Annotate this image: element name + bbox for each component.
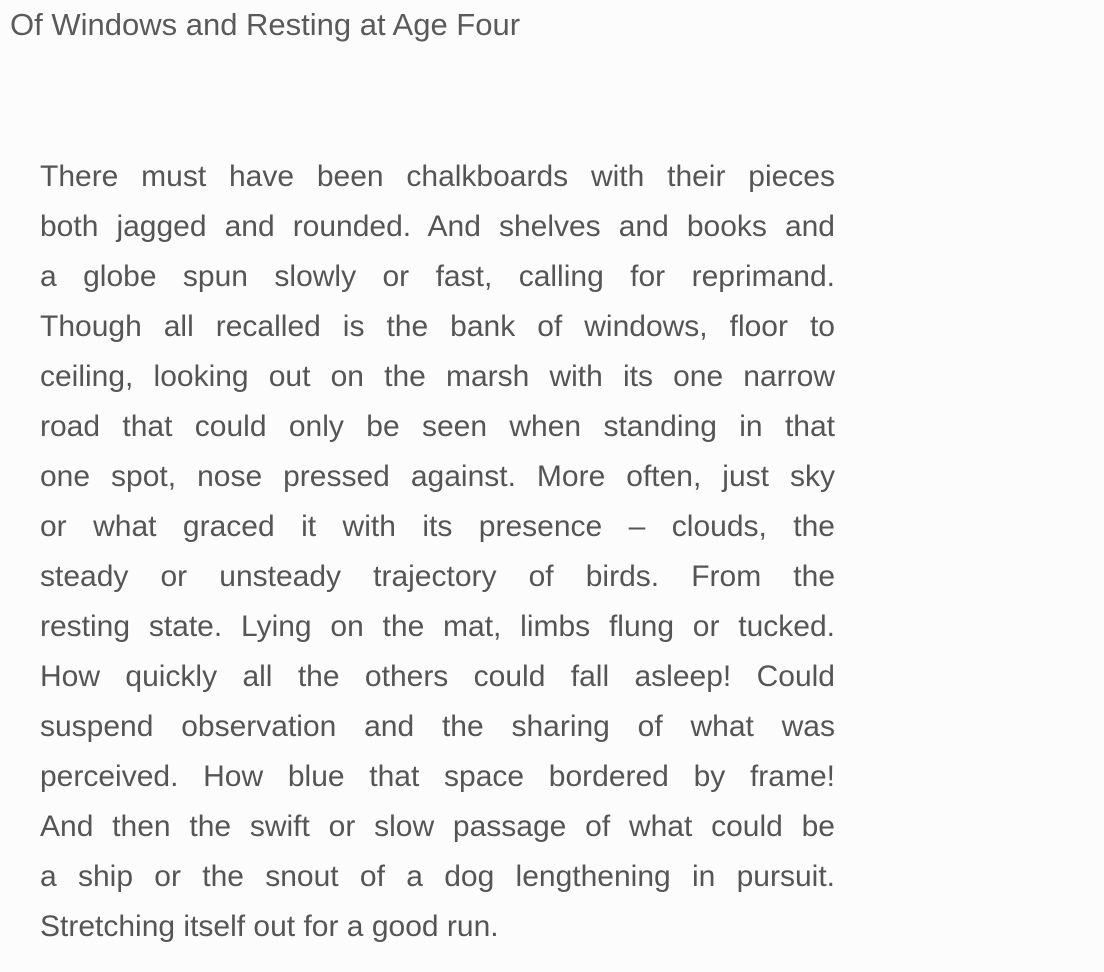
poem-line: Stretching itself out for a good run. bbox=[40, 910, 499, 943]
poem-line: one spot, nose pressed against. More often, just sky bbox=[40, 460, 835, 493]
poem-line: road that could only be seen when standing in that bbox=[40, 410, 835, 443]
poem-line: resting state. Lying on the mat, limbs flung or tucked. bbox=[40, 610, 835, 643]
poem-line: suspend observation and the sharing of what was bbox=[40, 710, 835, 743]
poem-line: How quickly all the others could fall asleep! Could bbox=[40, 660, 835, 693]
poem-line: both jagged and rounded. And shelves and books and bbox=[40, 210, 835, 243]
poem-title: Of Windows and Resting at Age Four bbox=[10, 7, 521, 42]
poem-line: perceived. How blue that space bordered by frame! bbox=[40, 760, 835, 793]
poem-line: ceiling, looking out on the marsh with its one narrow bbox=[40, 360, 835, 393]
poem-line: steady or unsteady trajectory of birds. From the bbox=[40, 560, 835, 593]
poem-line: or what graced it with its presence – clouds, the bbox=[40, 510, 835, 543]
poem-line: There must have been chalkboards with their pieces bbox=[40, 160, 835, 193]
poem-line: a globe spun slowly or fast, calling for reprimand. bbox=[40, 260, 835, 293]
poem-body bbox=[40, 152, 835, 952]
poem-line: Though all recalled is the bank of windows, floor to bbox=[40, 310, 835, 343]
poem-line: And then the swift or slow passage of what could be bbox=[40, 810, 835, 843]
poem-line: a ship or the snout of a dog lengthening in pursuit. bbox=[40, 860, 835, 893]
